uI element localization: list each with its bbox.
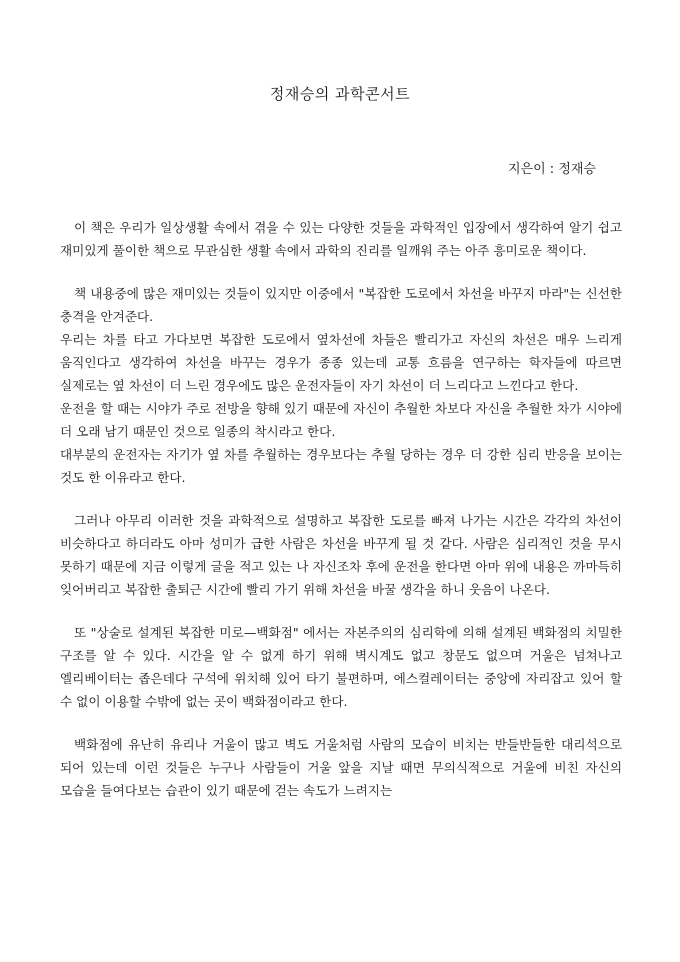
document-title: 정재승의 과학콘서트 — [269, 85, 411, 103]
paragraph-lane-change: 책 내용중에 많은 재미있는 것들이 있지만 이중에서 "복잡한 도로에서 차선을 바꾸지 마라"는 신선한 충격을 안겨준다. — [60, 286, 622, 324]
paragraph-intro: 이 책은 우리가 일상생활 속에서 겪을 수 있는 다양한 것들을 과학적인 입장에서 생각하여 알기 쉽고 재미있게 풀이한 책으로 무관심한 생활 속에서 과학의 진리를 일깨워 주는 아주 흥미로운 책이다. — [60, 220, 622, 258]
paragraph-department-store: 또 "상술로 설계된 복잡한 미로—백화점" 에서는 자본주의의 심리학에 의해 설계된 백화점의 치밀한 구조를 알 수 있다. 시간을 알 수 없게 하기 위해 벽시계도 없고 창문도 없으며 거울은 넘쳐나고 엘리베이터는 좁은데다 구석에 위치해 있어 타기 불편하며, 에스컬레이터는 중앙에 자리잡고 있어 할 수 없이 이용할 수밖에 없는 곳이 백화점이라고 한다. — [60, 625, 622, 709]
paragraph-opinion: 그러나 아무리 이러한 것을 과학적으로 설명하고 복잡한 도로를 빠져 나가는 시간은 각각의 차선이 비슷하다고 하더라도 아마 성미가 급한 사람은 차선을 바꾸게 될 것 같다. 사람은 심리적인 것을 무시 못하기 때문에 지금 이렇게 글을 적고 있는 나 자신조차 후에 운전을 한다면 아마 위에 내용은 까마득히 잊어버리고 복잡한 출퇴근 시간에 빨리 가기 위해 차선을 바꿀 생각을 하니 웃음이 나온다. — [60, 513, 622, 597]
paragraph-psychology: 대부분의 운전자는 자기가 옆 차를 추월하는 경우보다는 추월 당하는 경우 더 강한 심리 반응을 보이는 것도 한 이유라고 한다. — [60, 447, 622, 485]
paragraph-lane-explanation: 우리는 차를 타고 가다보면 복잡한 도로에서 옆차선에 차들은 빨리가고 자신의 차선은 매우 느리게 움직인다고 생각하여 차선을 바꾸는 경우가 종종 있는데 교통 흐름을 연구하는 학자들에 따르면 실제로는 옆 차선이 더 느린 경우에도 많은 운전자들이 자기 차선이 더 느리다고 느낀다고 한다. — [60, 332, 622, 393]
paragraph-illusion: 운전을 할 때는 시야가 주로 전방을 향해 있기 때문에 자신이 추월한 차보다 자신을 추월한 차가 시야에 더 오래 남기 때문인 것으로 일종의 착시라고 한다. — [60, 401, 622, 439]
author-line: 지은이 : 정재승 — [508, 162, 596, 177]
document-body — [60, 216, 622, 802]
paragraph-mirrors: 백화점에 유난히 유리나 거울이 많고 벽도 거울처럼 사람의 모습이 비치는 반들반들한 대리석으로 되어 있는데 이런 것들은 누구나 사람들이 거울 앞을 지날 때면 무의식적으로 거울에 비친 자신의 모습을 들여다보는 습관이 있기 때문에 걷는 속도가 느려지는 — [60, 737, 622, 798]
